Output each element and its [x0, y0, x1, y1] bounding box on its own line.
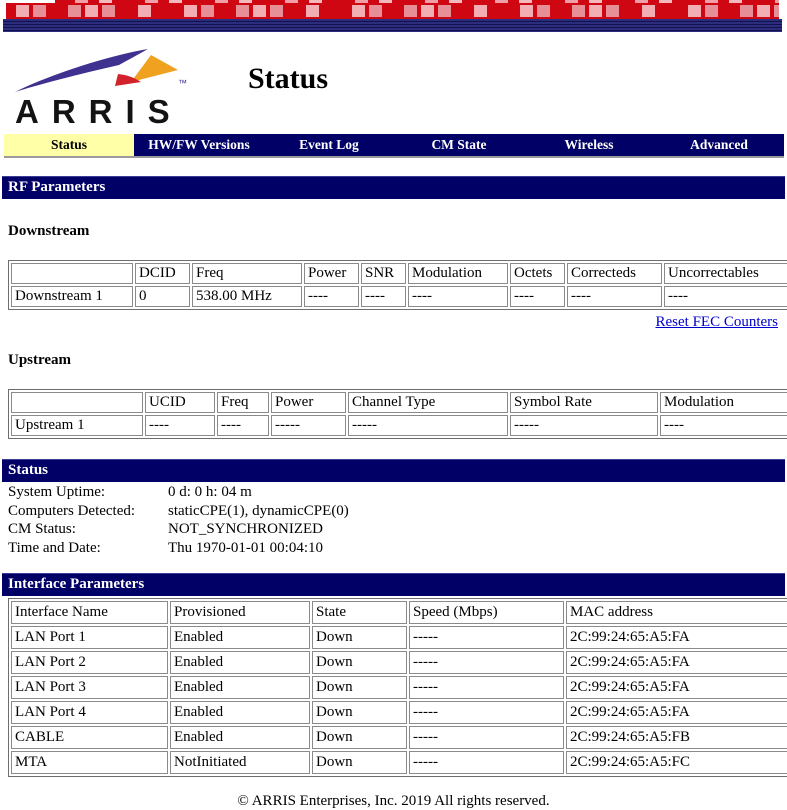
main-nav: [4, 134, 784, 158]
upstream-label: Upstream: [8, 352, 72, 368]
downstream-name: Downstream 1: [11, 286, 133, 307]
col-header-correcteds: Correcteds: [567, 263, 662, 284]
if-state: Down: [312, 726, 407, 749]
downstream-power: ----: [304, 286, 359, 307]
col-header-mac: MAC address: [566, 601, 787, 624]
col-header: [11, 263, 133, 284]
col-header-modulation: Modulation: [408, 263, 508, 284]
upstream-ucid: ----: [145, 415, 215, 436]
upstream-modulation: ----: [660, 415, 787, 436]
upstream-power: -----: [271, 415, 346, 436]
upstream-header-row: [11, 392, 787, 413]
table-row: [11, 626, 787, 649]
tab-advanced[interactable]: Advanced: [690, 137, 748, 152]
col-header-symbol-rate: Symbol Rate: [510, 392, 658, 413]
upstream-freq: ----: [217, 415, 269, 436]
if-name: MTA: [11, 751, 168, 774]
interface-header-row: [11, 601, 787, 624]
if-name: CABLE: [11, 726, 168, 749]
time-and-date-label: Time and Date:: [8, 539, 101, 556]
if-speed: -----: [409, 651, 564, 674]
table-row: [11, 651, 787, 674]
if-state: Down: [312, 751, 407, 774]
col-header-state: State: [312, 601, 407, 624]
col-header-power: Power: [304, 263, 359, 284]
col-header-snr: SNR: [361, 263, 406, 284]
col-header-dcid: DCID: [135, 263, 190, 284]
if-mac: 2C:99:24:65:A5:FB: [566, 726, 787, 749]
computers-detected-label: Computers Detected:: [8, 502, 136, 519]
if-provisioned: NotInitiated: [170, 751, 310, 774]
time-and-date-value: Thu 1970-01-01 00:04:10: [168, 539, 323, 556]
upstream-channel-type: -----: [348, 415, 508, 436]
col-header-power: Power: [271, 392, 346, 413]
tab-hwfw-versions[interactable]: HW/FW Versions: [148, 137, 250, 152]
interface-table: [8, 598, 787, 777]
if-name: LAN Port 2: [11, 651, 168, 674]
table-row: [11, 701, 787, 724]
arris-logo: [15, 48, 190, 130]
banner-navy-stripes: [3, 19, 782, 32]
tab-wireless[interactable]: Wireless: [564, 137, 614, 152]
downstream-header-row: [11, 263, 787, 284]
if-mac: 2C:99:24:65:A5:FC: [566, 751, 787, 774]
table-row: [11, 415, 787, 436]
downstream-table: [8, 260, 787, 310]
downstream-octets: ----: [510, 286, 565, 307]
if-speed: -----: [409, 726, 564, 749]
if-mac: 2C:99:24:65:A5:FA: [566, 676, 787, 699]
table-row: [11, 726, 787, 749]
if-speed: -----: [409, 701, 564, 724]
banner-filmstrip-pattern: [6, 3, 779, 19]
list-item: [8, 483, 787, 502]
if-state: Down: [312, 626, 407, 649]
if-name: LAN Port 1: [11, 626, 168, 649]
if-state: Down: [312, 676, 407, 699]
downstream-snr: ----: [361, 286, 406, 307]
cm-status-label: CM Status:: [8, 521, 76, 537]
list-item: [8, 539, 787, 558]
col-header-freq: Freq: [192, 263, 302, 284]
col-header-freq: Freq: [217, 392, 269, 413]
downstream-dcid: 0: [135, 286, 190, 307]
top-banner: [0, 0, 787, 32]
tab-status[interactable]: Status: [4, 134, 134, 156]
downstream-freq: 538.00 MHz: [192, 286, 302, 307]
if-provisioned: Enabled: [170, 651, 310, 674]
tab-cm-state[interactable]: CM State: [431, 137, 487, 152]
system-uptime-label: System Uptime:: [8, 484, 106, 500]
if-provisioned: Enabled: [170, 676, 310, 699]
svg-text:™: ™: [178, 78, 187, 88]
col-header-speed: Speed (Mbps): [409, 601, 564, 624]
tab-event-log[interactable]: Event Log: [299, 137, 359, 152]
downstream-correcteds: ----: [567, 286, 662, 307]
if-provisioned: Enabled: [170, 726, 310, 749]
col-header-ucid: UCID: [145, 392, 215, 413]
arris-swoosh-icon: [15, 48, 187, 94]
downstream-uncorrectables: ----: [664, 286, 787, 307]
page-title: Status: [248, 62, 329, 95]
downstream-modulation: ----: [408, 286, 508, 307]
if-state: Down: [312, 651, 407, 674]
status-section-header: Status: [2, 459, 785, 482]
col-header-interface-name: Interface Name: [11, 601, 168, 624]
if-provisioned: Enabled: [170, 626, 310, 649]
downstream-label: Downstream: [8, 223, 90, 239]
if-speed: -----: [409, 751, 564, 774]
reset-fec-row: [0, 313, 778, 331]
system-uptime-value: 0 d: 0 h: 04 m: [168, 484, 252, 500]
interface-parameters-header: Interface Parameters: [2, 573, 785, 596]
upstream-table: [8, 389, 787, 439]
col-header-provisioned: Provisioned: [170, 601, 310, 624]
cm-status-value: NOT_SYNCHRONIZED: [168, 521, 323, 537]
masthead: [15, 48, 787, 130]
status-kv-block: [8, 483, 787, 557]
col-header-channel-type: Channel Type: [348, 392, 508, 413]
reset-fec-counters-link[interactable]: Reset FEC Counters: [655, 314, 778, 330]
if-mac: 2C:99:24:65:A5:FA: [566, 701, 787, 724]
if-speed: -----: [409, 676, 564, 699]
copyright-footer: © ARRIS Enterprises, Inc. 2019 All rights reserved.: [237, 793, 550, 809]
if-mac: 2C:99:24:65:A5:FA: [566, 626, 787, 649]
col-header-uncorrectables: Uncorrectables: [664, 263, 787, 284]
computers-detected-value: staticCPE(1), dynamicCPE(0): [168, 502, 349, 519]
col-header-octets: Octets: [510, 263, 565, 284]
if-name: LAN Port 4: [11, 701, 168, 724]
upstream-symbol-rate: -----: [510, 415, 658, 436]
upstream-name: Upstream 1: [11, 415, 143, 436]
arris-brand-text: ARRIS: [15, 93, 183, 130]
col-header: [11, 392, 143, 413]
table-row: [11, 286, 787, 307]
rf-parameters-header: RF Parameters: [2, 176, 785, 199]
if-mac: 2C:99:24:65:A5:FA: [566, 651, 787, 674]
if-speed: -----: [409, 626, 564, 649]
if-name: LAN Port 3: [11, 676, 168, 699]
col-header-modulation: Modulation: [660, 392, 787, 413]
if-provisioned: Enabled: [170, 701, 310, 724]
list-item: [8, 502, 787, 521]
table-row: [11, 676, 787, 699]
table-row: [11, 751, 787, 774]
list-item: [8, 520, 787, 539]
if-state: Down: [312, 701, 407, 724]
